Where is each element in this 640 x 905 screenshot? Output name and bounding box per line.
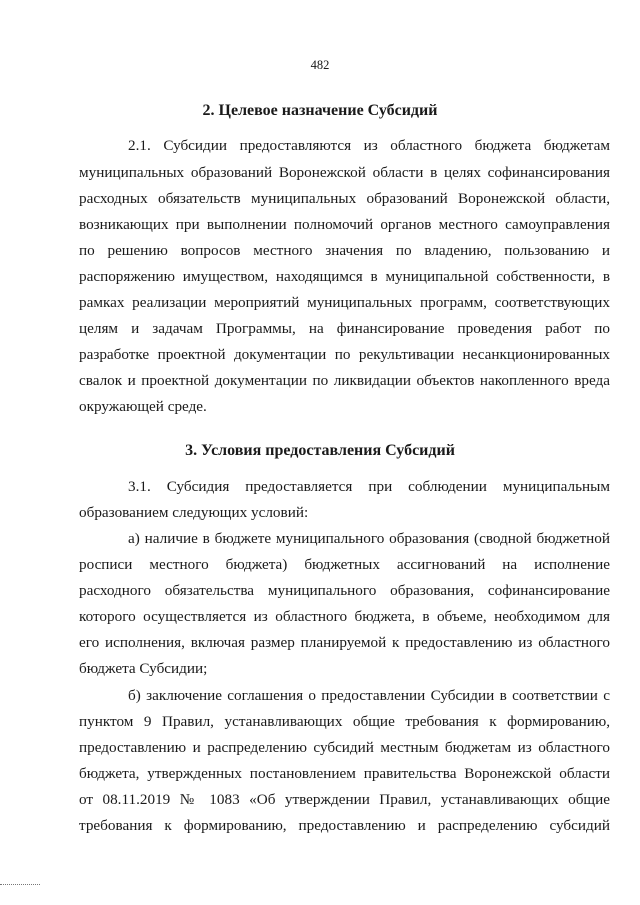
section-2-line: по решению вопросов местного значения по владению, пользованию и	[79, 242, 610, 259]
section-2-line: 2.1. Субсидии предоставляются из областного бюджета бюджетам	[128, 137, 610, 154]
section-2-line: целям и задачам Программы, на финансирование проведения работ по	[79, 320, 610, 337]
section-2-line: расходных обязательств муниципальных образований Воронежской области,	[79, 190, 610, 207]
section-2-line: рамках реализации мероприятий муниципальных программ, соответствующих	[79, 294, 610, 311]
section-3-line: пунктом 9 Правил, устанавливающих общие требования к формированию,	[79, 713, 610, 730]
section-3-line: 3.1. Субсидия предоставляется при соблюдении муниципальным	[128, 478, 610, 495]
section-2-line: распоряжению имуществом, находящимся в муниципальной собственности, в	[79, 268, 610, 285]
section-3-line: предоставлению и распределению субсидий местным бюджетам из областного	[79, 739, 610, 756]
section-3-line: бюджета Субсидии;	[79, 660, 208, 677]
scan-edge-mark	[0, 884, 40, 886]
section-2-line: возникающих при выполнении полномочий органов местного самоуправления	[79, 216, 610, 233]
section-2-line: муниципальных образований Воронежской области в целях софинансирования	[79, 164, 610, 181]
section-3-line: образованием следующих условий:	[79, 504, 309, 521]
section-3-line: росписи местного бюджета) бюджетных ассигнований на исполнение	[79, 556, 610, 573]
section-3-line: которого осуществляется из областного бюджета, в объеме, необходимом для	[79, 608, 610, 625]
section-3-line: от 08.11.2019 № 1083 «Об утверждении Правил, устанавливающих общие	[79, 791, 610, 808]
section-3-heading: 3. Условия предоставления Субсидий	[185, 442, 455, 459]
section-2-heading: 2. Целевое назначение Субсидий	[202, 102, 438, 119]
section-2-line: свалок и проектной документации по ликвидации объектов накопленного вреда	[79, 372, 610, 389]
section-3-line: а) наличие в бюджете муниципального образования (сводной бюджетной	[128, 530, 610, 547]
section-3-line: требования к формированию, предоставлению и распределению субсидий	[79, 817, 610, 834]
section-2-line: разработке проектной документации по рекультивации несанкционированных	[79, 346, 610, 363]
section-3-line: бюджета, утвержденных постановлением правительства Воронежской области	[79, 765, 610, 782]
section-2-line: окружающей среде.	[79, 398, 207, 415]
section-3-line: расходного обязательства муниципального образования, софинансирование	[79, 582, 610, 599]
section-3-line: б) заключение соглашения о предоставлении Субсидии в соответствии с	[128, 687, 610, 704]
section-3-line: его исполнения, включая размер планируемой к предоставлению из областного	[79, 634, 610, 651]
page-number: 482	[310, 58, 330, 72]
